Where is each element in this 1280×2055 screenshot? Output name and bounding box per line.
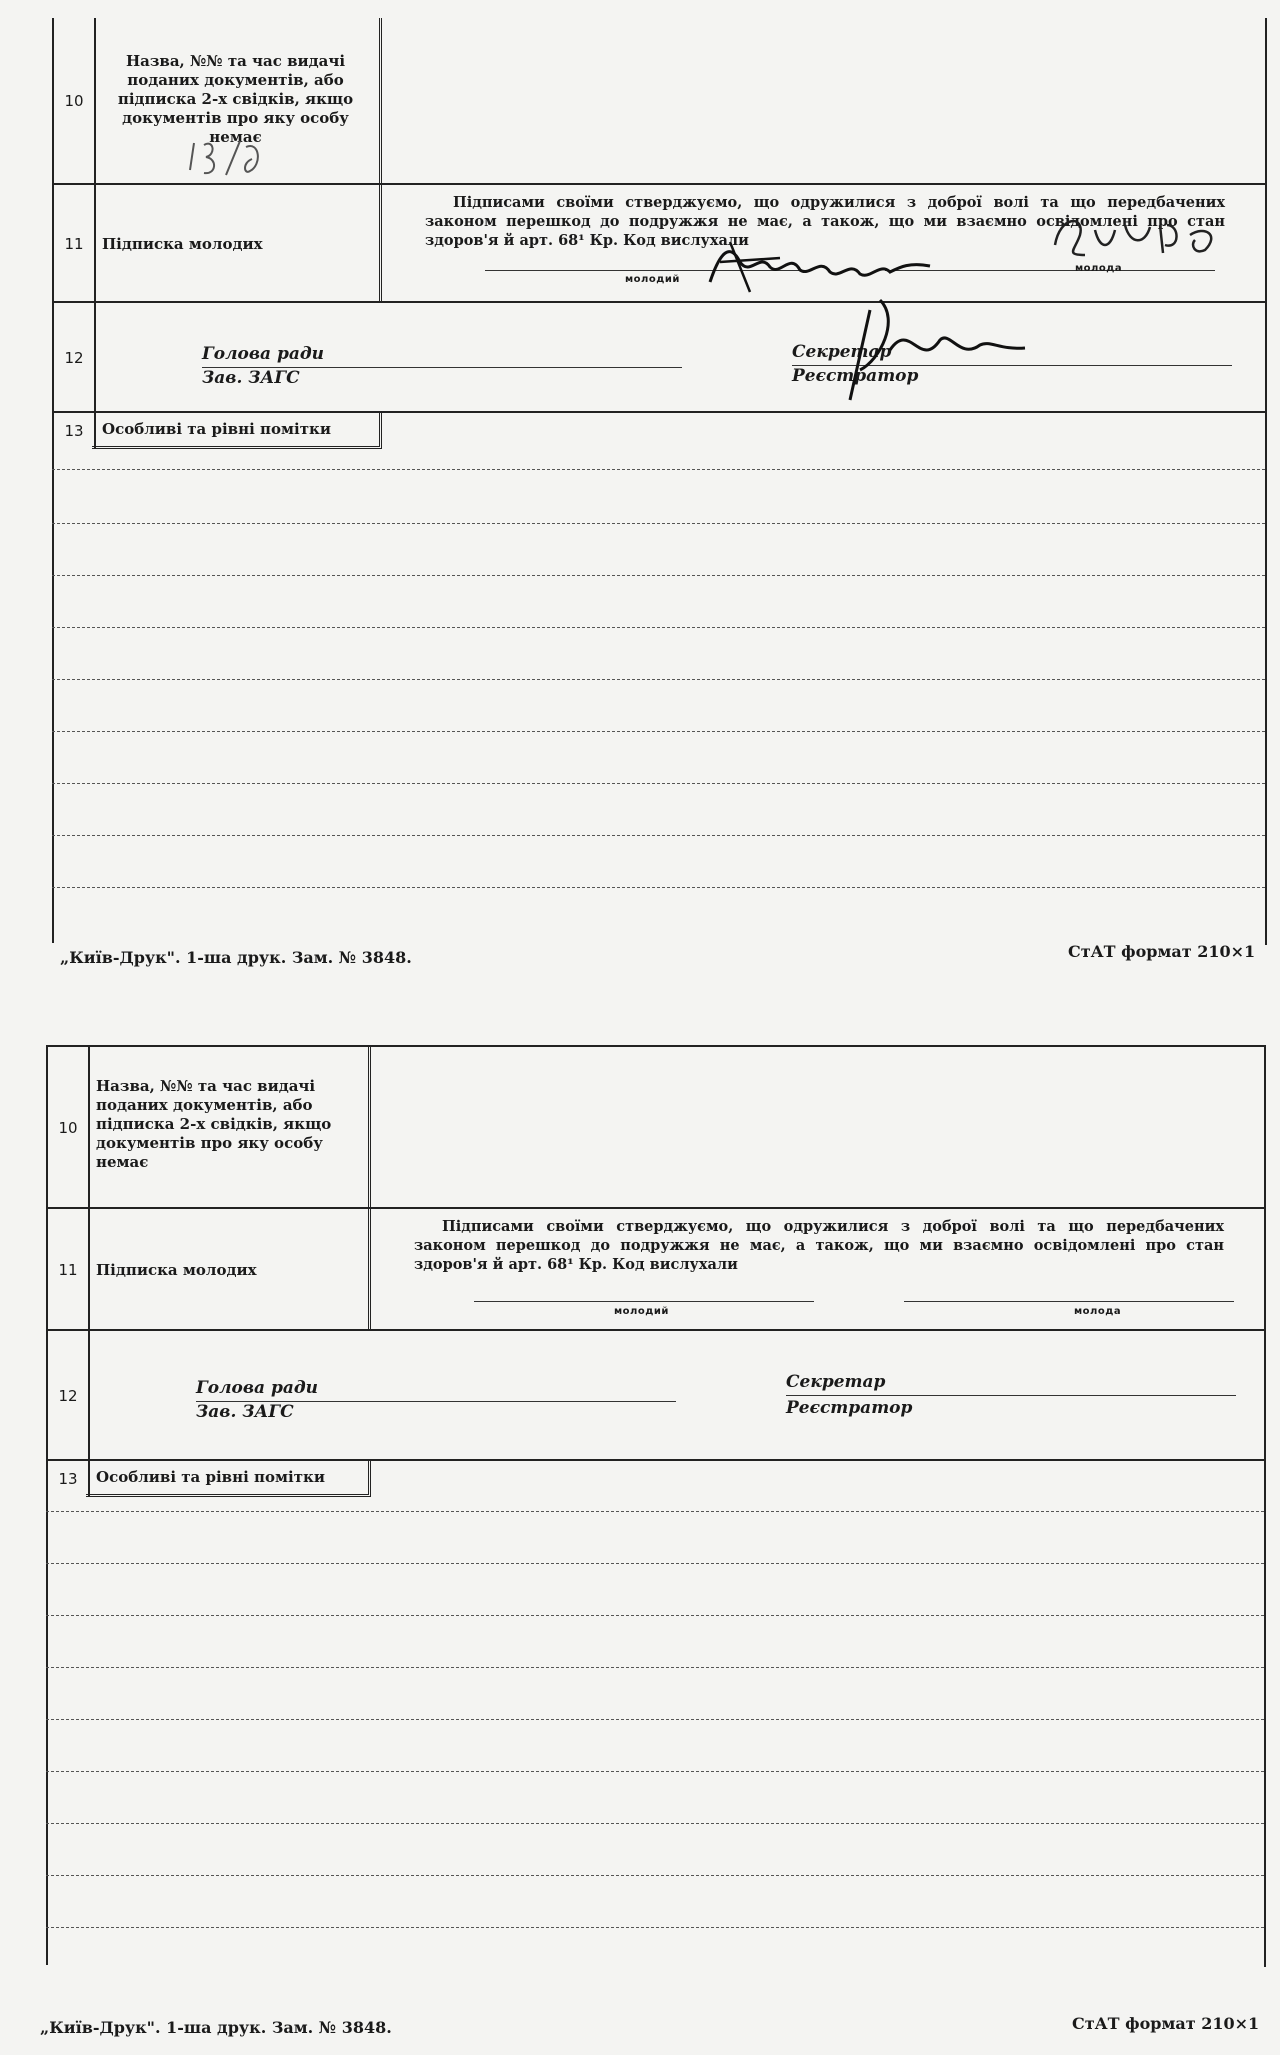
row-label: [92, 18, 382, 183]
notes-line: [52, 835, 1265, 836]
printer-imprint: „Київ-Друк". 1-ша друк. Зам. № 3848.: [60, 948, 412, 967]
signatures-label: Підписка молодих: [102, 234, 263, 253]
bride-label: молода: [1074, 1306, 1122, 1317]
notes-line: [46, 1719, 1264, 1720]
row-12-officials: [52, 301, 1267, 413]
row-13-notes: [52, 411, 1267, 945]
row-label: [92, 185, 382, 303]
chair-label: Голова ради: [196, 1378, 319, 1398]
bride-signature-line: [885, 270, 1215, 271]
documents-label: Назва, №№ та час видачі поданих документів, або підписка 2-х свідків, якщо документів про яку особу немає: [96, 1077, 332, 1171]
documents-label: Назва, №№ та час видачі поданих документів, або підписка 2-х свідків, якщо документів про яку особу немає: [117, 52, 354, 146]
notes-line: [46, 1875, 1264, 1876]
row-10-documents: [46, 1045, 1266, 1209]
notes-line: [46, 1511, 1264, 1512]
zags-label: Зав. ЗАГС: [196, 1402, 294, 1422]
notes-line: [46, 1771, 1264, 1772]
row-number: 12: [52, 303, 96, 413]
documents-field: [374, 1047, 1266, 1209]
row-12-officials: [46, 1329, 1266, 1461]
notes-label: Особливі та рівні помітки: [92, 413, 382, 449]
notes-line: [52, 679, 1265, 680]
officials-field: [92, 303, 1267, 413]
notes-line: [52, 731, 1265, 732]
row-label: [86, 1047, 371, 1209]
notes-line: [52, 469, 1265, 470]
declaration-text: Підписами своїми стверджуємо, що одружилися з доброї волі та що передбачених законом перешкод до подружжя не має, а також, що ми взаємно освідомлені про стан здоров'я й арт. 68¹ Кр. Код вислухали: [414, 1218, 1224, 1273]
groom-label: молодий: [625, 274, 680, 285]
secretary-label: Секретар: [786, 1372, 886, 1392]
notes-area: [52, 413, 1267, 945]
row-number: 10: [52, 18, 96, 183]
secretary-label: Секретар: [792, 342, 892, 362]
row-number: 10: [46, 1047, 90, 1209]
form-top: [52, 18, 1267, 943]
notes-line: [52, 523, 1265, 524]
notes-area: [46, 1461, 1266, 1967]
notes-line: [52, 627, 1265, 628]
notes-line: [46, 1667, 1264, 1668]
row-number: 12: [46, 1331, 90, 1461]
bride-signature-line: [904, 1301, 1234, 1302]
notes-line: [52, 783, 1265, 784]
notes-line: [52, 887, 1265, 888]
row-11-signatures: [52, 183, 1267, 303]
declaration-text: Підписами своїми стверджуємо, що одружилися з доброї волі та що передбачених законом перешкод до подружжя не має, а також, що ми взаємно освідомлені про стан здоров'я й арт. 68¹ Кр. Код вислухали: [425, 194, 1225, 249]
form-bottom: [46, 1045, 1266, 1965]
notes-line: [46, 1563, 1264, 1564]
groom-signature-line: [474, 1301, 814, 1302]
notes-label: Особливі та рівні помітки: [86, 1461, 371, 1497]
registrar-label: Реєстратор: [786, 1398, 913, 1418]
format-code: СтАТ формат 210×1: [1072, 2014, 1260, 2033]
registrar-label: Реєстратор: [792, 366, 919, 386]
notes-line: [46, 1615, 1264, 1616]
groom-signature-line: [485, 270, 805, 271]
row-number: 13: [52, 413, 96, 449]
groom-label: молодий: [614, 1306, 669, 1317]
row-label: [86, 1209, 371, 1331]
notes-line: [46, 1823, 1264, 1824]
notes-line: [52, 575, 1265, 576]
signatures-field: [374, 1209, 1266, 1331]
format-code: СтАТ формат 210×1: [1068, 942, 1256, 961]
chair-label: Голова ради: [202, 344, 325, 364]
row-number: 11: [46, 1209, 90, 1331]
row-11-signatures: [46, 1207, 1266, 1331]
row-13-notes: [46, 1459, 1266, 1967]
notes-line: [46, 1927, 1264, 1928]
zags-label: Зав. ЗАГС: [202, 368, 300, 388]
row-number: 13: [46, 1461, 90, 1497]
secretary-line: [786, 1395, 1236, 1396]
signatures-field: [385, 185, 1267, 303]
row-10-documents: [52, 18, 1267, 183]
officials-field: [86, 1331, 1266, 1461]
signatures-label: Підписка молодих: [96, 1260, 257, 1279]
documents-field: [385, 18, 1267, 183]
bride-label: молода: [1075, 263, 1123, 274]
row-number: 11: [52, 185, 96, 303]
printer-imprint: „Київ-Друк". 1-ша друк. Зам. № 3848.: [40, 2018, 392, 2037]
